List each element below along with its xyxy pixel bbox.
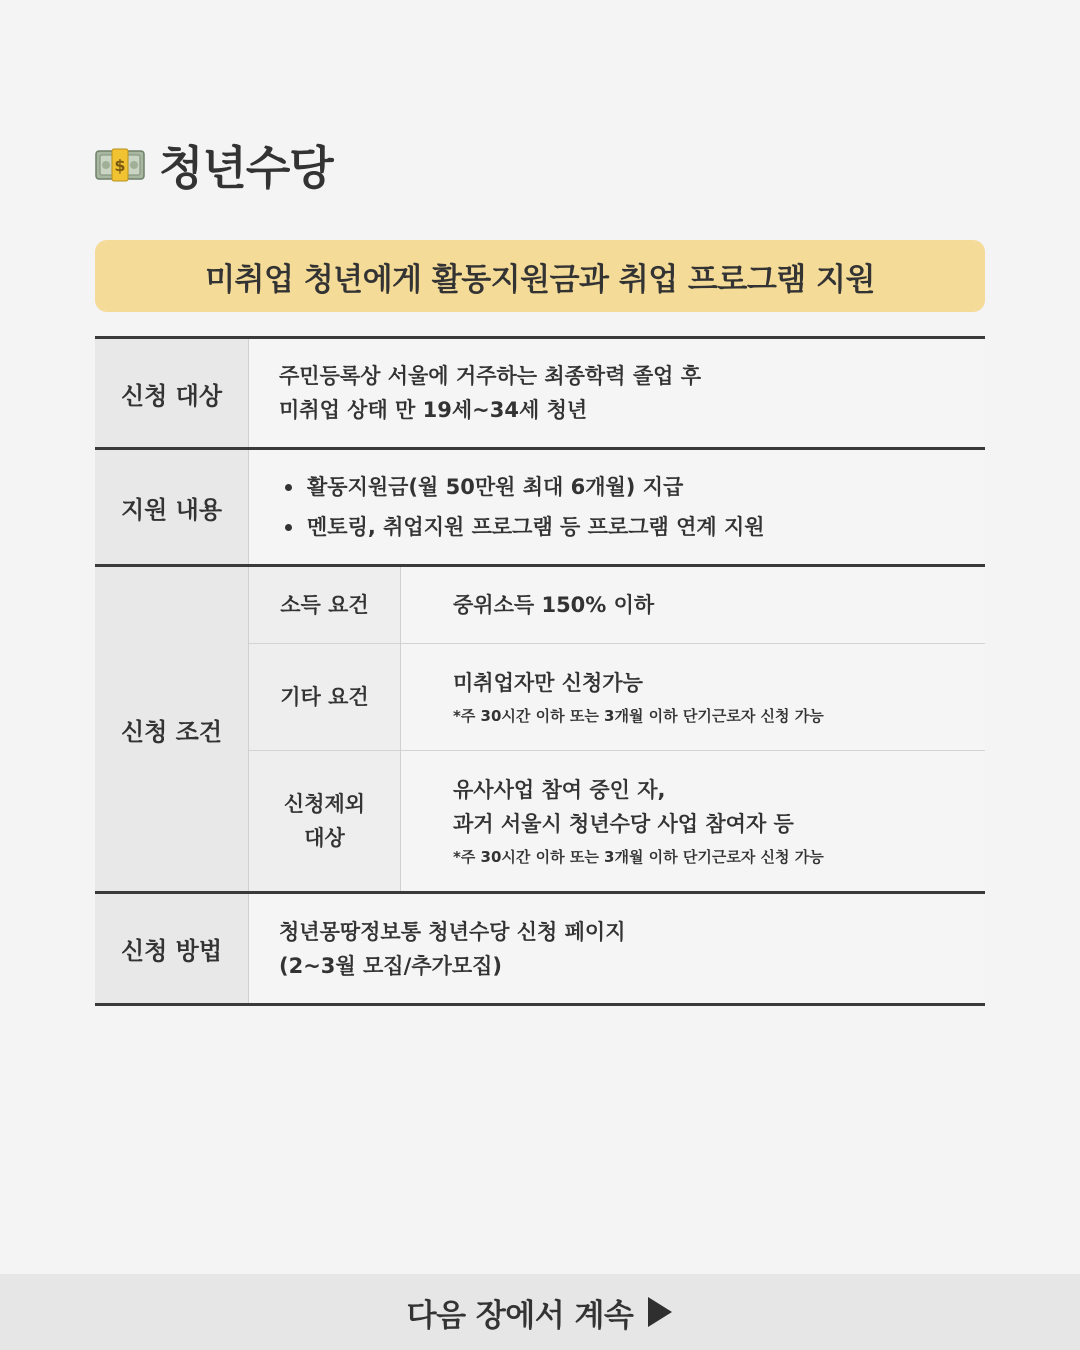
sub-header-income: 소득 요건 <box>249 566 401 644</box>
income-line: 중위소득 150% 이하 <box>453 593 655 617</box>
summary-banner: 미취업 청년에게 활동지원금과 취업 프로그램 지원 <box>95 240 985 312</box>
table-row-support <box>95 449 985 566</box>
table-row-method <box>95 893 985 1005</box>
sub-content-other <box>401 644 986 751</box>
method-line: (2~3월 모집/추가모집) <box>279 953 502 978</box>
play-arrow-icon <box>647 1296 673 1328</box>
sub-header-other: 기타 요건 <box>249 644 401 751</box>
list-item: 멘토링, 취업지원 프로그램 등 프로그램 연계 지원 <box>307 507 985 547</box>
row-header-target: 신청 대상 <box>95 338 249 449</box>
eligibility-table <box>95 336 985 1006</box>
other-note: *주 30시간 이하 또는 3개월 이하 단기근로자 신청 가능 <box>453 707 824 725</box>
list-item: 활동지원금(월 50만원 최대 6개월) 지급 <box>307 467 985 507</box>
excluded-label-line: 대상 <box>304 826 345 850</box>
excluded-note: *주 30시간 이하 또는 3개월 이하 단기근로자 신청 가능 <box>453 848 824 866</box>
excluded-label-line: 신청제외 <box>283 792 366 816</box>
svg-text:$: $ <box>114 156 126 175</box>
support-list <box>279 467 985 547</box>
sub-content-income <box>401 566 986 644</box>
row-content-target <box>249 338 986 449</box>
table-row-target <box>95 338 985 449</box>
excluded-line: 유사사업 참여 중인 자, <box>453 778 666 802</box>
target-line: 미취업 상태 만 19세~34세 청년 <box>279 398 588 422</box>
excluded-line: 과거 서울시 청년수당 사업 참여자 등 <box>453 812 794 836</box>
sub-header-excluded <box>249 751 401 893</box>
page-title: 청년수당 <box>159 141 333 195</box>
row-header-support: 지원 내용 <box>95 449 249 566</box>
row-header-method: 신청 방법 <box>95 893 249 1005</box>
sub-content-excluded <box>401 751 986 893</box>
money-banknote-icon <box>95 147 145 183</box>
table-row-income <box>95 566 985 644</box>
target-line: 주민등록상 서울에 거주하는 최종학력 졸업 후 <box>279 364 701 388</box>
row-content-method <box>249 893 986 1005</box>
row-content-support <box>249 449 986 566</box>
other-line: 미취업자만 신청가능 <box>453 671 643 695</box>
page-header <box>95 130 333 200</box>
row-header-conditions: 신청 조건 <box>95 566 249 893</box>
next-page-footer[interactable] <box>0 1274 1080 1350</box>
next-page-label: 다음 장에서 계속 <box>406 1297 634 1334</box>
method-line: 청년몽땅정보통 청년수당 신청 페이지 <box>279 919 626 944</box>
